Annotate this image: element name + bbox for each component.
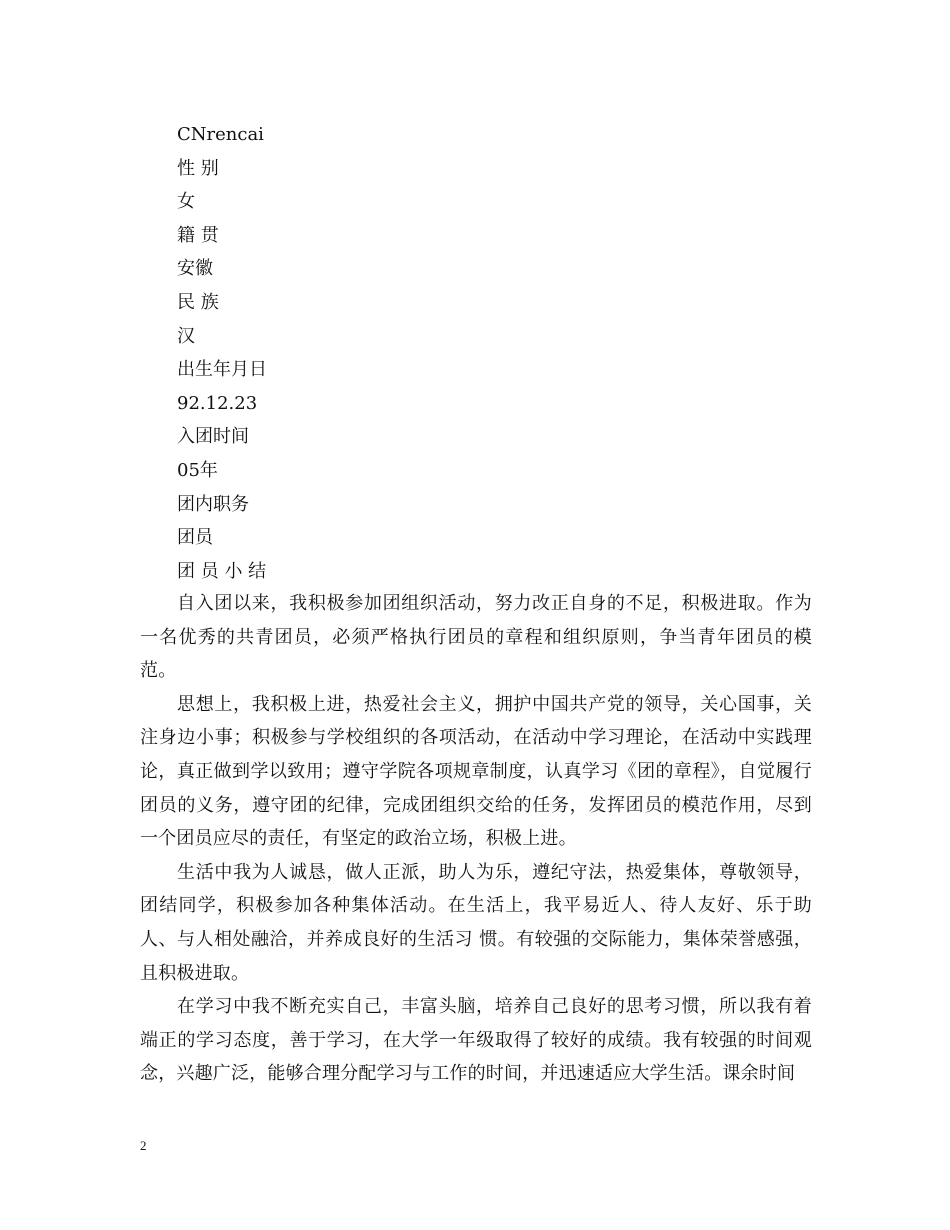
section-heading-summary: 团 员 小 结 [177,560,267,582]
field-label-birthdate: 出生年月日 [177,359,267,381]
paragraph: 在学习中我不断充实自己，丰富头脑，培养自己良好的思考习惯，所以我有着端正的学习态度，善于学习，在大学一年级取得了较好的成绩。我有较强的时间观念，兴趣广泛，能够合理分配学习与工作的时间，并迅速适应大学生活。课余时间 [140,996,812,1085]
field-value-native-place: 安徽 [177,258,213,280]
summary-body [140,587,812,1091]
profile-fields [177,118,267,588]
paragraph: 自入团以来，我积极参加团组织活动，努力改正自身的不足，积极进取。作为一名优秀的共青团员，必须严格执行团员的章程和组织原则，争当青年团员的模范。 [140,593,812,682]
page-number: 2 [140,1138,147,1153]
paragraph: 生活中我为人诚恳，做人正派，助人为乐，遵纪守法，热爱集体，尊敬领导，团结同学，积极参加各种集体活动。在生活上，我平易近人、待人友好、乐于助人、与人相处融洽，并养成良好的生活习 惯。有较强的交际能力，集体荣誉感强，且积极进取。 [140,861,812,984]
field-label-join-date: 入团时间 [177,426,249,448]
field-value-gender: 女 [177,191,195,213]
field-value-ethnicity: 汉 [177,325,195,347]
field-value-join-date: 05年 [177,459,218,481]
field-value-position: 团员 [177,527,213,549]
field-label-native-place: 籍 贯 [177,224,219,246]
field-line-source: CNrencai [177,124,264,145]
field-label-ethnicity: 民 族 [177,291,219,313]
field-label-position: 团内职务 [177,493,249,515]
paragraph: 思想上，我积极上进，热爱社会主义，拥护中国共产党的领导，关心国事，关注身边小事；积极参与学校组织的各项活动，在活动中学习理论，在活动中实践理论，真正做到学以致用；遵守学院各项规章制度，认真学习《团的章程》，自觉履行团员的义务，遵守团的纪律，完成团组织交给的任务，发挥团员的模范作用，尽到一个团员应尽的责任，有坚定的政治立场，积极上进。 [140,693,812,850]
field-label-gender: 性 别 [177,157,219,179]
field-value-birthdate: 92.12.23 [177,392,258,414]
